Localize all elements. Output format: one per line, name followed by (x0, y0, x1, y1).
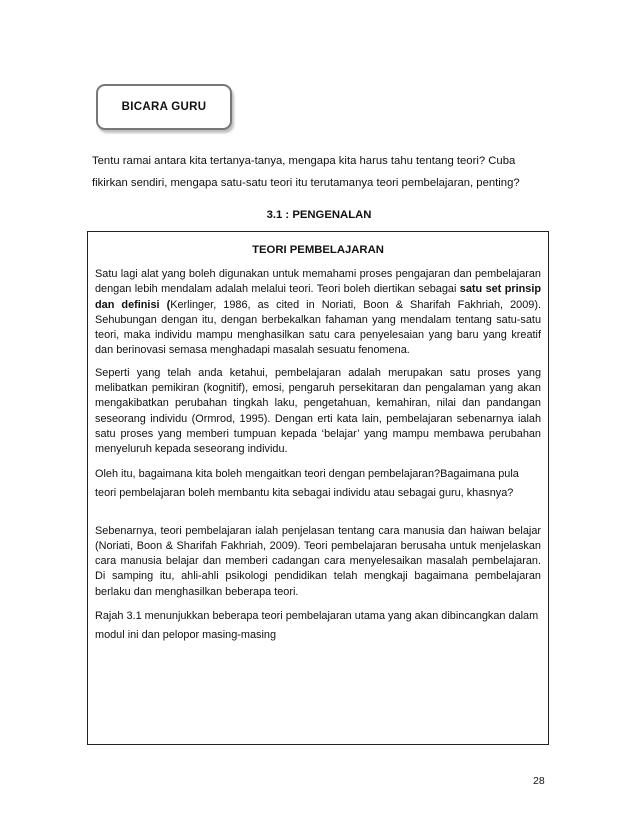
spacer (95, 510, 541, 524)
section-title: 3.1 : PENGENALAN (266, 209, 372, 221)
intro-text: Tentu ramai antara kita tertanya-tanya, mengapa kita harus tahu tentang teori? Cuba fikirkan sendiri, mengapa satu-satu teori itu terutamanya teori pembelajaran, penting? (92, 155, 520, 189)
paragraph-5: Rajah 3.1 menunjukkan beberapa teori pembelajaran utama yang akan dibincangkan dalam modul ini dan pelopor masing-masing (95, 610, 539, 642)
page-number: 28 (533, 775, 545, 787)
paragraph-1-start: Satu lagi alat yang boleh digunakan untuk memahami proses pengajaran dan pembelajaran dengan lebih mendalam adalah melalui teori. Teori boleh diertikan sebagai (95, 268, 541, 296)
paragraph-3: Oleh itu, bagaimana kita boleh mengaitkan teori dengan pembelajaran?Bagaimana pula teori pembelajaran boleh membantu kita sebagai individu atau sebagai guru, khasnya? (95, 467, 519, 499)
bicara-guru-callout (96, 84, 232, 130)
paragraph-4: Sebenarnya, teori pembelajaran ialah penjelasan tentang cara manusia dan haiwan belajar (Noriati, Boon & Sharifah Fakhriah, 2009). Teori pembelajaran berusaha untuk menjelaskan cara manusia belajar dan memberi cadangan cara menyelesaikan masalah pembelajaran. Di samping itu, ahli-ahli psikologi pendidikan telah mengkaji bagaimana pembelajaran berlaku dan menghasilkan beberapa teori. (95, 524, 541, 598)
box-title: TEORI PEMBELAJARAN (252, 244, 384, 256)
callout-label: BICARA GURU (121, 101, 207, 113)
paragraph-1-end: Kerlinger, 1986, as cited in Noriati, Boon & Sharifah Fakhriah, 2009). Sehubungan dengan itu, dengan berbekalkan fahaman yang mendalam tentang satu-satu teori, maka individu mampu menghasilkan satu cara penyelesaian yang baru yang kreatif dan berinovasi semasa menghadapi masalah sesuatu fenomena. (95, 298, 541, 357)
theory-box (87, 231, 549, 745)
paragraph-1 (95, 267, 541, 359)
paragraph-2: Seperti yang telah anda ketahui, pembelajaran adalah merupakan satu proses yang melibatkan pemikiran (kognitif), emosi, pengaruh persekitaran dan pengalaman yang akan mengakibatkan perubahan tingkah laku, pengetahuan, kemahiran, nilai dan pandangan seseorang individu (Ormrod, 1995). Dengan erti kata lain, pembelajaran sebenarnya ialah satu proses yang memberi tumpuan kepada ‘belajar’ yang mampu membawa perubahan menyeluruh kepada seseorang individu. (95, 366, 541, 456)
paragraph-1-bold: satu set prinsip dan definisi ( (95, 283, 541, 311)
